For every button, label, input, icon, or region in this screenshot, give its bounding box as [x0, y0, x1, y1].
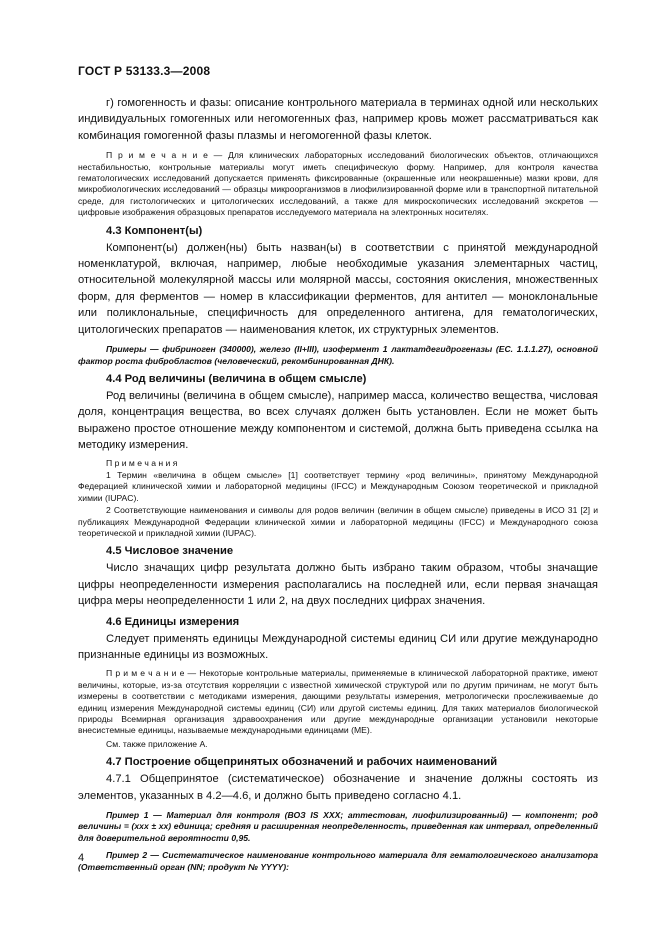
section-4-3-example: Примеры — фибриноген (340000), железо (II+III), изофермент 1 лактатдегидрогеназы (ЕС. 1.1.1.27), основной фактор роста фибробластов (человеческий, рекомбинированная ДНК). [78, 344, 598, 366]
example-1: Пример 1 — Материал для контроля (ВОЗ IS XXX; аттестован, лиофилизированный) — компонент; род величины = (xxx ± xx) единица; средняя и расширенная неопределенность, приведенная как интервал, определенный для доверительной вероятности 0,95. [78, 810, 598, 843]
note-1-text: Для клинических лабораторных исследований биологических объектов, отличающихся нестабильностью, контрольные материалы могут иметь специфическую форму. Например, для контроля качества гематологических исследований допускается применять фиксированные (окрашенные или неокрашенные) мазки крови, для микробиологических исследований — образцы микроорганизмов в лиофилизированной форме или в транспортной питательной среде, для гистологических и цитологических исследований, а также для микроскопических исследований экскретов — цифровые изображения образцовых препаратов исследуемого материала на электронных носителях. [78, 150, 598, 218]
text-column [78, 95, 598, 873]
note-1-label: П р и м е ч а н и е — [106, 150, 223, 161]
notes-label: П р и м е ч а н и я [106, 457, 178, 468]
note-2 [78, 668, 598, 736]
section-4-5-title: 4.5 Числовое значение [106, 545, 234, 558]
section-4-3-title: 4.3 Компонент(ы) [106, 224, 203, 237]
standard-header: ГОСТ Р 53133.3—2008 [78, 64, 211, 78]
page-number: 4 [78, 852, 85, 864]
section-4-4-body: Род величины (величина в общем смысле), например масса, количество вещества, числовая доля, концентрация вещества, во всех случаях должен быть установлен. Если не может быть выражено простое отношение между компонентом и системой, должна быть приведена ссылка на методику измерения. [78, 389, 598, 452]
section-4-6-body: Следует применять единицы Международной системы единиц СИ или другие международно признанные единицы из возможных. [78, 632, 598, 661]
section-4-3-body: Компонент(ы) должен(ны) быть назван(ы) в соответствии с принятой международной номенклатурой, включая, например, любые необходимые указания элементарных частиц, относительной молекулярной массы или молярной массы, состояния окисления, множественных форм, для ферментов — номер в классификации ферментов, для антител — моноклональные или поликлональные, специфичность для определенного антигена, для гематологических, цитологических препаратов — наименования клеток, их структурных элементов. [78, 241, 598, 336]
see-also: См. также приложение А. [106, 738, 208, 749]
section-4-5-body: Число значащих цифр результата должно быть избрано таким образом, чтобы значащие цифры неопределенности измерения располагались на последней или, если первая значащая цифра меры неопределенности 1 или 2, на двух последних цифрах значения. [78, 562, 598, 608]
paragraph-g: г) гомогенность и фазы: описание контрольного материала в терминах одной или нескольких индивидуальных гомогенных или негомогенных фаз, например кровь может рассматриваться как комбинация гомогенной фазы плазмы и негомогенной фазы клеток. [78, 97, 598, 142]
example-2: Пример 2 — Систематическое наименование контрольного материала для гематологического анализатора (Ответственный орган (NN; продукт № YYYY): [78, 850, 598, 872]
note-1 [78, 150, 598, 218]
note-b: 2 Соответствующие наименования и символы для родов величин (величин в общем смысле) приведены в ИСО 31 [2] и публикациях Международной Федерации клинической химии и лабораторной медицины (IFCC) и Международного союза теоретической и прикладной химии (IUPAC). [78, 505, 598, 538]
note-2-text: Некоторые контрольные материалы, применяемые в клинической лабораторной практике, имеют величины, которые, из-за отсутствия корреляции с известной химической структурой или по другим причинам, не могут быть измерены в соответствии с методиками измерения, дающими результаты измерения, метрологически прослеживаемые до единиц измерения Международной системы единиц (СИ) или другой системы единиц. Для таких материалов биологической природы Всемирная организация здравоохранения или другие международные организации установили некоторые внесистемные единицы, называемые международными единицами (МЕ). [78, 668, 598, 736]
section-4-7-title: 4.7 Построение общепринятых обозначений и рабочих наименований [106, 756, 498, 769]
note-2-label: П р и м е ч а н и е — [106, 668, 197, 679]
section-4-4-title: 4.4 Род величины (величина в общем смысле) [106, 372, 367, 385]
section-4-6-title: 4.6 Единицы измерения [106, 615, 240, 628]
section-4-7-1-body: 4.7.1 Общепринятое (систематическое) обозначение и значение должны состоять из элементов, указанных в 4.2—4.6, и должно быть приведено согласно 4.1. [78, 773, 598, 802]
note-a: 1 Термин «величина в общем смысле» [1] соответствует термину «род величины», принятому Международной Федерацией клинической химии и лабораторной медицины (IFCC) и Международным Союзом теоретической и прикладной химии (IUPAC). [78, 469, 598, 503]
